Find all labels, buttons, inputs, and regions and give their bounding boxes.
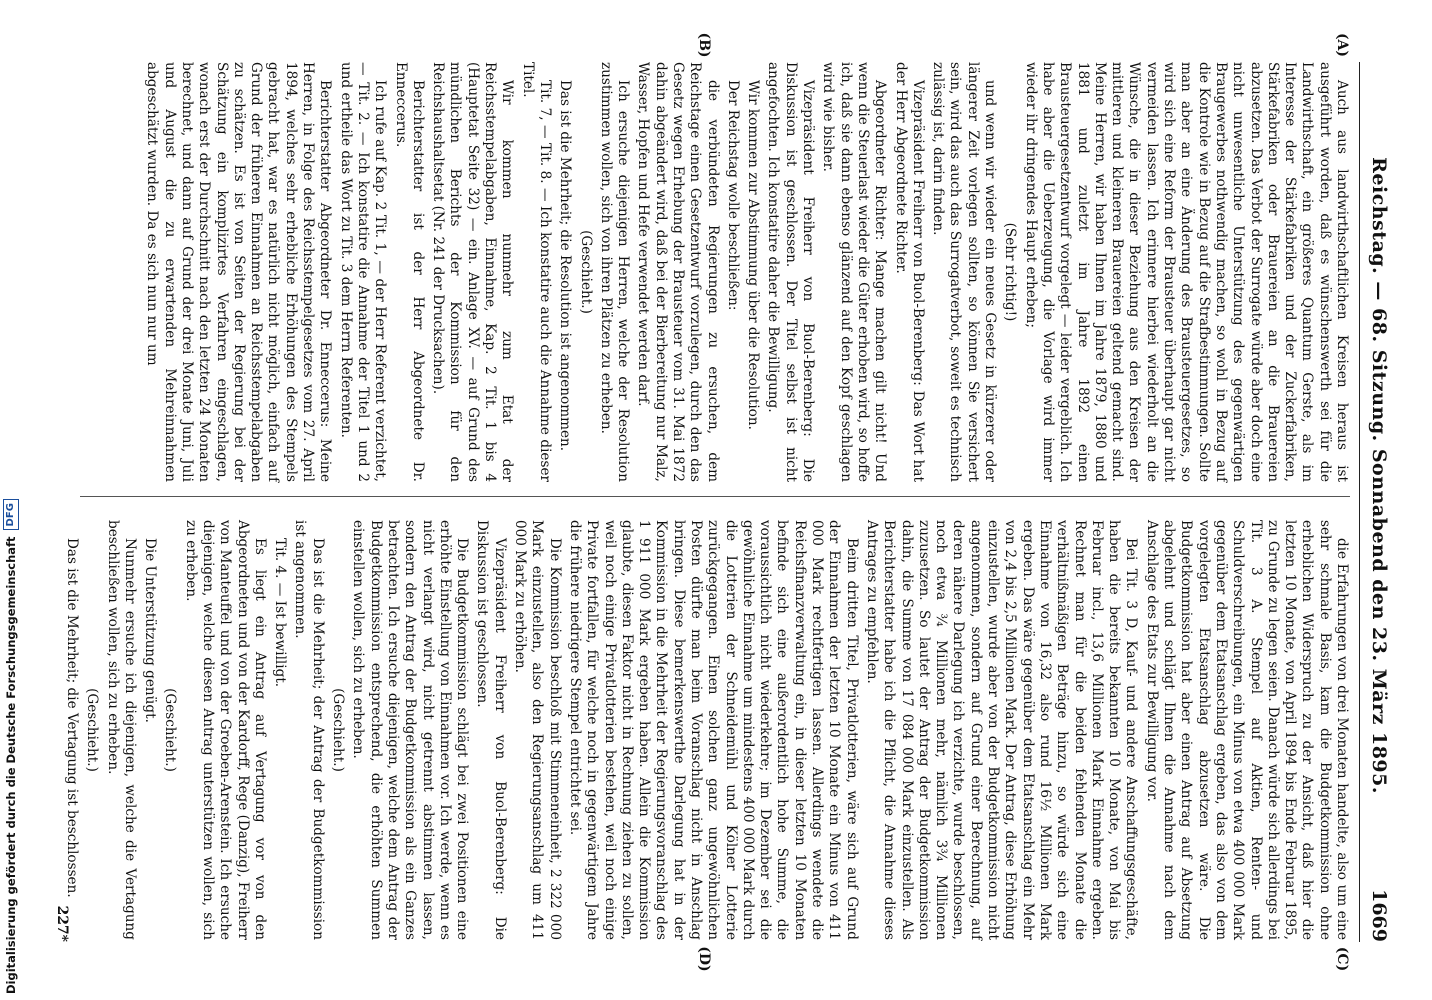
digitization-strip (0, 0, 22, 1000)
paragraph: Ich rufe auf Kap. 2 Tit. 1, — der Herr Referent verzichtet, — Tit. 2. — Ich konstatire die Annahme der Titel 1 und 2 und ertheile das Wort zu Tit. 3 dem Herrn Referenten. (337, 62, 389, 482)
paragraph: (Geschieht.) (330, 688, 347, 772)
paragraph: Abgeordneter Richter: Mange machen gilt nicht! Und wenn die Steuerlast wieder die Güter erhoben wird, so hoffe ich, daß sie dann ebenso glänzend auf den Kopf geschlagen wird wie bisher. (820, 62, 889, 482)
paragraph: Berichterstatter Abgeordneter Dr. Enneccerus: Meine Herren, in Folge des Reichsstempelgesetzes vom 27. April 1894, welches sehr erhebliche Erhöhungen des Stempels gebracht hat, war es natürlich nicht möglich, einfach auf Grund der früheren Einnahmen an Reichsstempelabgaben zu schätzen. Es ist von Seiten der Regierung bei der Schätzung ein komplizirtes Verfahren eingeschlagen, wonach erst der Durchschnitt nach den letzten 24 Monaten berechnet, und dann auf Grund der drei Monate Juni, Juli und August die zu erwartenden Mehreinnahmen abgeschätzt wurden. Da es sich nun nur um (144, 62, 334, 482)
paragraph: (Geschieht.) (84, 688, 101, 772)
paragraph: (Sehr richtig!) (1002, 222, 1019, 322)
paragraph: Nunmehr ersuche ich diejenigen, welche die Vertagung beschließen wollen, sich zu erheben. (104, 520, 138, 940)
paragraph: Beim dritten Titel, Privatlotterien, wäre sich auf Grund der Einnahmen der letzten 10 Monate ein Minus von 411 000 Mark rechtfertigen lassen. Allerdings wendete die Reichsfinanzverwaltung ein, in dieser letzten 10 Monaten befinde sich eine außerordentlich hohe Summe, die voraussichtlich nicht wiederkehre; im Dezember sei die gewöhnliche Einnahme um mindestens 400 000 Mark durch die Lotterien der Schneidemühl und Kölner Lotterie zurückgegangen. Einen solchen ganz ungewöhnlichen Posten dürfte man beim Voranschlag nicht in Anschlag bringen. Diese bemerkenswerthe Darlegung hat in der Kommission in die Mehrheit der Regierungsvoranschlag des 1 911 000 Mark ergeben haben. Allein die Kommission glaubte, diesen Faktor nicht in Rechnung ziehen zu sollen, weil noch einige Privatlotterien bestehen, weil noch einige Private fortfallen, für welche noch in gegenwärtigem Jahre die frühere niedrigere Stempel entrichtet sei. (566, 520, 860, 940)
margin-marker-d: (D) (696, 946, 712, 972)
paragraph: die verbündeten Regierungen zu ersuchen, dem Reichstage einen Gesetzentwurf vorzulegen, durch den das Gesetz wegen Erhebung der Brausteuer vom 31. Mai 1872 dahin abgeändert wird, daß bei der Bierbereitung nur Malz, Wasser, Hopfen und Hefe verwendet werden darf. (635, 62, 721, 482)
paragraph: Vizepräsident Freiherr von Buol-Berenberg: Das Wort hat der Herr Abgeordnete Richter. (892, 62, 926, 482)
paragraph: (Geschieht.) (577, 230, 594, 314)
margin-marker-b: (B) (696, 32, 712, 58)
paragraph: Die Budgetkommission schlägt bei zwei Positionen eine erhöhte Einstellung von Einnahmen vor. Ich werde, wenn es nicht verlangt wird, nicht getrennt abstimmen lassen, sondern den Antrag der Budgetkommission als ein Ganzes betrachten. Ich ersuche diejenigen, welche dem Antrag der Budgetkommission entsprechend, die erhöhten Summen einstellen wollen, sich zu erheben. (350, 520, 471, 940)
signature-mark: 227* (54, 905, 70, 942)
running-title: Reichstag. — 68. Sitzung. Sonnabend den 23. März 1895. (1368, 157, 1390, 794)
paragraph: Es liegt ein Antrag auf Vertagung vor von den Abgeordneten und von der Kardorff, Rege (Danzig), Freiherr von Manteuffel und von der Groeben-Arenstein. Ich ersuche diejenigen, welche diesen Antrag unterstützen wollen, sich zu erheben. (182, 520, 268, 940)
paragraph: Das ist die Mehrheit; die Resolution ist angenommen. (557, 80, 574, 452)
margin-marker-a: (A) (1334, 32, 1350, 58)
paragraph: Das ist die Mehrheit; die Vertagung ist beschlossen. (63, 538, 80, 898)
paragraph: Die Unterstützung genügt. (142, 538, 159, 723)
margin-marker-c: (C) (1334, 946, 1350, 972)
paragraph: Wir kommen zur Abstimmung über die Resolution. (745, 80, 762, 430)
column-divider (80, 496, 1350, 497)
paragraph: Vizepräsident Freiherr von Buol-Berenberg: Die Diskussion ist geschlossen. (474, 520, 508, 940)
paragraph: Ich ersuche diejenigen Herren, welche der Resolution zustimmen wollen, sich von ihren Plätzen zu erheben. (597, 62, 632, 482)
text-column-right (63, 520, 1350, 940)
paragraph: Vizepräsident Freiherr von Buol-Berenberg: Die Diskussion ist geschlossen. Der Titel selbst ist nicht angefochten. Ich konstatire daher die Bewilligung. (765, 62, 817, 482)
digitization-note: Digitalisierung gefördert durch die Deutsche Forschungsgemeinschaft (4, 536, 18, 994)
paragraph: Tit. 4. — Ist bewilligt. (272, 538, 289, 688)
text-column-left (80, 62, 1350, 482)
paragraph: Der Reichstag wolle beschließen: (724, 80, 741, 311)
paragraph: Bei Tit. 3 D, Kauf- und andere Anschaffungsgeschäfte, haben die bereits bekannten 10 Monate, von Mai bis Februar incl., 13,6 Millionen Mark Einnahme ergeben. Rechnet man für die beiden fehlenden Monate die verhältnißmäßigen Beträge hinzu, so würde sich eine Einnahme von 16,32 also rund 16½ Millionen Mark ergeben. Das wäre gegenüber dem Etatsanschlag ein Mehr von 2,4 bis 2,5 Millionen Mark. Der Antrag, diese Erhöhung einzustellen, wurde aber von der Budgetkommission nicht angenommen, sondern auf Grund einer Berechnung, auf deren nähere Darlegung ich verzichte, wurde beschlossen, noch etwa ¾ Millionen mehr, nämlich 3¾ Millionen zuzusetzen. So lautet der Antrag der Budgetkommission dahin, die Summe von 17 084 000 Mark einzustellen. Als Berichterstatter habe ich die Pflicht, die Annahme dieses Antrages zu empfehlen. (863, 520, 1140, 940)
paragraph: die Erfahrungen von drei Monaten handelte, also um eine sehr schmale Basis, kam die Budgetkommission ohne erheblichen Widerspruch zu der Ansicht, daß hier die letzten 10 Monate, von April 1894 bis Ende Februar 1895, zu Grunde zu legen seien. Danach würde sich allerdings bei Tit. 3 A. Stempel auf Aktien, Renten- und Schuldverschreibungen, ein Minus von etwa 400 000 Mark gegenüber dem Etatsanschlag ergeben, das also von dem vorgelegten Etatsanschlag abzusetzen wäre. Die Budgetkommission hat aber einen Antrag auf Absetzung abgelehnt und schlägt Ihnen die Annahme nach dem Anschlage des Etats zur Bewilligung vor. (1143, 520, 1350, 940)
digitization-note-rotated (0, 0, 22, 1000)
dfg-logo: DFG (3, 499, 19, 530)
paragraph: (Geschieht.) (162, 688, 179, 772)
page-header (1359, 62, 1394, 942)
paragraph: Wir kommen nunmehr zum Etat der Reichsstempelabgaben, Einnahme, Kap. 2 Tit. 1 bis 4 (Hauptetat Seite 32) — ein. Anlage XV. — auf Grund des mündlichen Berichts der Kommission für den Reichshaushaltsetat (Nr. 241 der Drucksachen). (430, 62, 516, 482)
paragraph: Die Kommission beschloß mit Stimmeneinheit, 2 322 000 Mark einzustellen, also den Regierungsanschlag um 411 000 Mark zu erhöhen. (512, 520, 563, 940)
page-number: 1669 (1368, 889, 1390, 942)
paragraph: Das ist die Mehrheit; der Antrag der Budgetkommission ist angenommen. (292, 520, 326, 940)
paragraph: Auch aus landwirthschaftlichen Kreisen heraus ist ausgeführt worden, daß es wünschenswerth sei für die Landwirthschaft, ein größeres Quantum Gerste, als im Interesse der Stärkefabriken und der Zuckerfabriken, Stärkefabriken oder Brauereien an die Brauereien abzusetzen. Das Verbot der Surrogate würde aber doch eine nicht unwesentliche Unterstützung des gegenwärtigen Braugewerbes nothwendig machen, so wohl in Bezug auf die Kontrole wie in Bezug auf die Strafbestimmungen. Sollte man aber an eine Änderung des Brausteuergesetzes, so wird sich eine Reform der Brausteuer überhaupt gar nicht vermeiden lassen. Ich erinnere hierbei wiederholt an die Wünsche, die in dieser Beziehung aus den Kreisen der mittleren und kleineren Brauereien geltend gemacht sind. Meine Herren, wir haben Ihnen im Jahre 1879, 1880 und 1881 und zuletzt im Jahre 1892 einen Brausteuergesetzentwurf vorgelegt — leider vergeblich. Ich habe aber die Ueberzeugung, die Vorlage wird immer wieder ihr dringendes Haupt erheben; (1022, 62, 1350, 482)
paragraph: Berichterstatter ist der Herr Abgeordnete Dr. Enneccerus. (392, 62, 426, 482)
paragraph: und wenn wir wieder ein neues Gesetz in kürzerer oder längerer Zeit vorlegen sollten, so können Sie versichert sein, wird das auch das Surrogatverbot, soweit es technisch zulässig ist, darin finden. (930, 62, 999, 482)
paragraph: Tit. 7, — Tit. 8. — Ich konstatire auch die Annahme dieser Titel. (519, 62, 553, 482)
